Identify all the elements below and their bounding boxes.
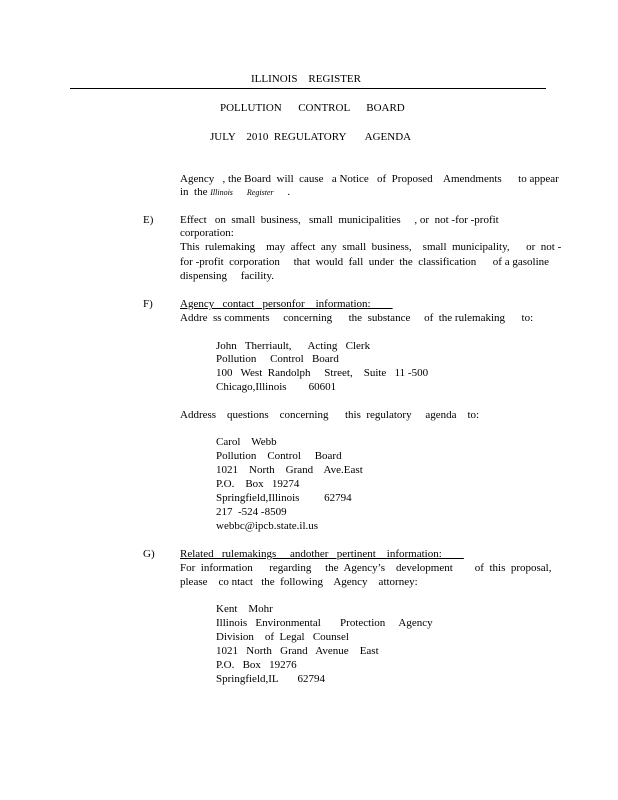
board-title: POLLUTION CONTROL BOARD	[220, 102, 405, 114]
illinois-register-italic: Illinois Register	[210, 188, 274, 197]
section-f-instruction-2: Address questions concerning this regulatory agenda to:	[180, 409, 480, 421]
section-f-instruction: Addre ss comments concerning the substance of the rulemaking to:	[180, 312, 534, 324]
section-g-marker: G)	[143, 548, 155, 560]
contact-3-line: 1021 North Grand Avenue East	[216, 645, 379, 657]
section-e-title-2: corporation:	[180, 227, 234, 239]
register-title: ILLINOIS REGISTER	[251, 73, 361, 85]
section-f-title: Agency contact personfor information:	[180, 298, 393, 310]
contact-1-line: John Therriault, Acting Clerk	[216, 340, 371, 352]
agenda-title: JULY 2010 REGULATORY AGENDA	[210, 131, 412, 143]
section-e-body-2: for -profit corporation that would fall under the classification of a gasoline	[180, 256, 550, 268]
contact-3-line: Kent Mohr	[216, 603, 273, 615]
contact-1-line: 100 West Randolph Street, Suite 11 -500	[216, 367, 429, 379]
section-g-body-1: For information regarding the Agency’s development of this proposal,	[180, 562, 552, 574]
section-e-body-3: dispensing facility.	[180, 270, 274, 282]
contact-3-line: P.O. Box 19276	[216, 659, 297, 671]
intro-line-2	[180, 186, 290, 199]
contact-1-line: Chicago,Illinois 60601	[216, 381, 337, 393]
contact-1-line: Pollution Control Board	[216, 353, 339, 365]
contact-3-line: Springfield,IL 62794	[216, 673, 325, 685]
section-e-title-1: Effect on small business, small municipalities , or not -for -profit	[180, 214, 499, 226]
intro-suffix: .	[273, 186, 291, 198]
contact-2-phone: 217 -524 -8509	[216, 506, 287, 518]
contact-2-line: Carol Webb	[216, 436, 277, 448]
section-f-marker: F)	[143, 298, 153, 310]
contact-2-line: Pollution Control Board	[216, 450, 342, 462]
intro-line-1: Agency , the Board will cause a Notice of Proposed Amendments to appear	[180, 173, 559, 185]
contact-2-line: P.O. Box 19274	[216, 478, 300, 490]
intro-prefix: in the	[180, 186, 211, 198]
section-e-marker: E)	[143, 214, 154, 226]
contact-2-line: Springfield,Illinois 62794	[216, 492, 352, 504]
section-g-title: Related rulemakings andother pertinent information:	[180, 548, 464, 560]
section-g-body-2: please co ntact the following Agency attorney:	[180, 576, 418, 588]
section-e-body-1: This rulemaking may affect any small business, small municipality, or not -	[180, 241, 562, 253]
contact-3-line: Division of Legal Counsel	[216, 631, 349, 643]
contact-2-email: webbc@ipcb.state.il.us	[216, 520, 319, 532]
contact-3-line: Illinois Environmental Protection Agency	[216, 617, 433, 629]
contact-2-line: 1021 North Grand Ave.East	[216, 464, 363, 476]
header-rule	[70, 88, 546, 89]
